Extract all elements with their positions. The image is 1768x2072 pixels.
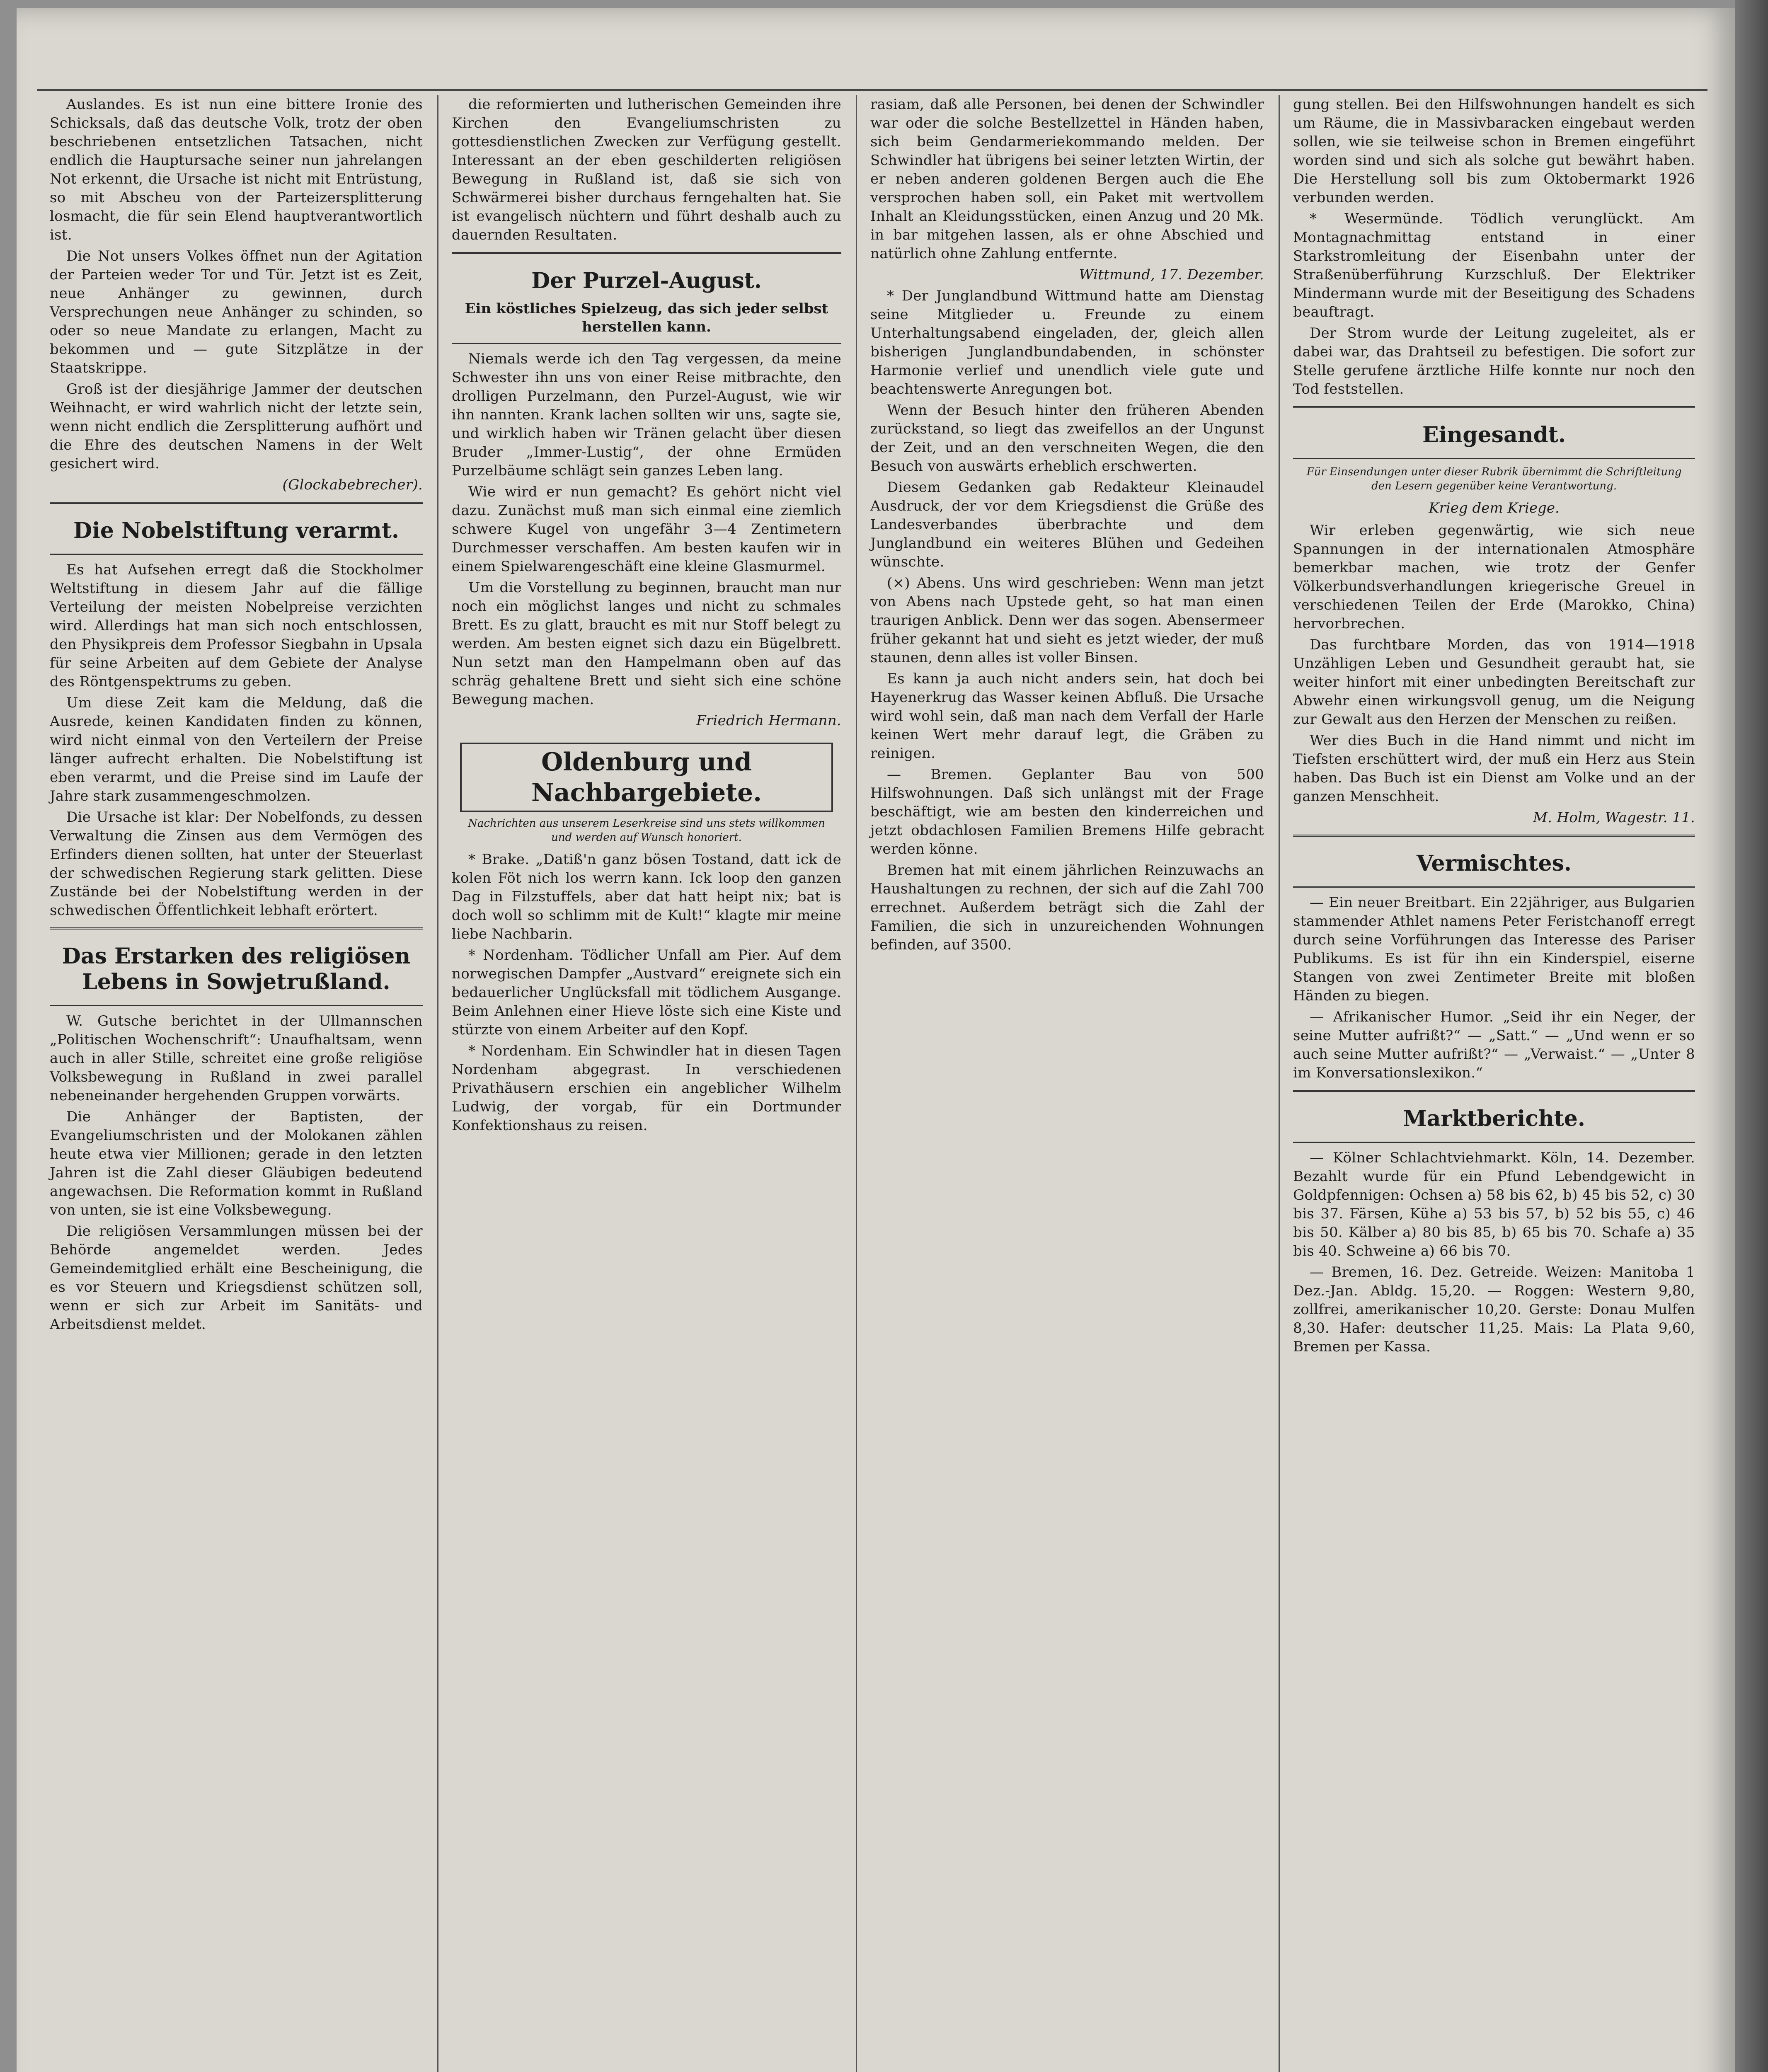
headline: Die Nobelstiftung verarmt. (73, 518, 399, 543)
body-paragraph: rasiam, daß alle Personen, bei denen der Schwindler war oder die solche Bestellzettel in Händen haben, sich beim Gendarmeriekommando melden. Der Schwindler hat übrigens bei seiner letzten Wirtin, der er neben anderen goldenen Bergen auch die Ehe versprochen haben soll, ein Paket mit wertvollem Inhalt an Kleidungsstücken, einen Anzug und 20 Mk. in bar mitgehen lassen, als er ohne Abschied und natürlich ohne Zahlung entfernte. (870, 96, 1264, 262)
body-paragraph: Die Not unsers Volkes öffnet nun der Agitation der Parteien weder Tor und Tür. Jetzt ist es Zeit, neue Anhänger zu gewinnen, durch Versprechungen neue Anhänger zu schinden, so oder so neue Mandate zu erlangen, Macht zu bekommen und — gute Sitzplätze in der Staatskrippe. (50, 248, 423, 376)
article-religion (50, 927, 423, 1006)
headline: Der Purzel-August. (531, 268, 762, 293)
body-paragraph: Die religiösen Versammlungen müssen bei der Behörde angemeldet werden. Jedes Gemeindemitglied erhält eine Bescheinigung, die es vor Steuern und Kriegsdienst schützen soll, wenn er sich zur Arbeit im Sanitäts- und Arbeitsdienst meldet. (50, 1223, 423, 1333)
body-paragraph: W. Gutsche berichtet in der Ullmannschen „Politischen Wochenschrift“: Unaufhaltsam, wenn auch in aller Stille, schreitet eine große religiöse Volksbewegung in Rußland in zwei parallel nebeneinander hergehenden Gruppen vorwärts. (50, 1013, 423, 1104)
column-2 (439, 95, 854, 2072)
section-eingesandt (1293, 406, 1695, 459)
body-paragraph: * Brake. „Datiß'n ganz bösen Tostand, datt ick de kolen Föt nich los werrn kann. Ick loop den ganzen Dag in Filzstuffels, aber dat hatt heipt nix; bat is doch woll so schlimm mit de Kult!“ klagte mir meine liebe Nachbarin. (452, 851, 841, 942)
body-paragraph: — Ein neuer Breitbart. Ein 22jähriger, aus Bulgarien stammender Athlet namens Peter Feristchanoff erregt durch seine Vorführungen das Interesse des Pariser Publikums. Es ist für ihn ein Kinderspiel, eiserne Stangen von zwei Zentimeter Breite mit bloßen Händen zu biegen. (1293, 894, 1695, 1004)
body-paragraph: Um diese Zeit kam die Meldung, daß die Ausrede, keinen Kandidaten finden zu können, wird nicht einmal von den Verteilern der Preise länger aufrecht erhalten. Die Nobelstiftung ist eben verarmt, und die Preise sind im Laufe der Jahre stark zusammengeschmolzen. (50, 695, 423, 804)
body-paragraph: * Der Junglandbund Wittmund hatte am Dienstag seine Mitglieder u. Freunde zu einem Unterhaltungsabend eingeladen, der, gleich allen bisherigen Junglandbundabenden, in schönster Harmonie verlief und unendlich viele gute und beachtenswerte Anregungen bot. (870, 288, 1264, 397)
section-title: Oldenburg und Nachbargebiete. (460, 743, 833, 812)
column-rule (856, 95, 857, 2072)
subheadline: Krieg dem Kriege. (1429, 500, 1560, 516)
column-1 (37, 95, 435, 2072)
body-paragraph: Niemals werde ich den Tag vergessen, da meine Schwester ihn uns von einer Reise mitbrachte, den drolligen Purzelmann, den Purzel-August, wie wir ihn nannten. Krank lachen sollten wir uns, sagte sie, und wirklich haben wir Tränen gelacht über diesen Bruder „Immer-Lustig“, der ohne Ermüden Purzelbäume schlägt sein ganzes Leben lang. (452, 351, 841, 479)
body-paragraph: gung stellen. Bei den Hilfswohnungen handelt es sich um Räume, die in Massivbaracken eingebaut werden sollen, wie sie teilweise schon in Bremen eingeführt worden sind und sich als solche gut bewährt haben. Die Herstellung soll bis zum Oktobermarkt 1926 verbunden werden. (1293, 96, 1695, 206)
body-paragraph: Die Ursache ist klar: Der Nobelfonds, zu dessen Verwaltung die Zinsen aus dem Vermögen des Erfinders dienen sollten, hat unter der Steuerlast der schwedischen Regierung stark gelitten. Diese Zustände bei der Nobelstiftung werden in der schwedischen Öffentlichkeit lebhaft erörtert. (50, 809, 423, 919)
top-rule (37, 89, 1707, 91)
section-title: Vermischtes. (1416, 851, 1572, 876)
column-3 (858, 95, 1276, 2072)
headline: Das Erstarken des religiösen Lebens in Sowjetrußland. (62, 944, 411, 995)
dateline: Wittmund, 17. Dezember. (1079, 266, 1264, 283)
section-vermischtes (1293, 835, 1695, 888)
body-paragraph: * Nordenham. Ein Schwindler hat in diesen Tagen Nordenham abgegrast. In verschiedenen Privathäusern erschien ein angeblicher Wilhelm Ludwig, der vorgab, für ein Dortmunder Konfektionshaus zu reisen. (452, 1043, 841, 1134)
body-paragraph: Der Strom wurde der Leitung zugeleitet, als er dabei war, das Drahtseil zu befestigen. Die sofort zur Stelle gerufene ärztliche Hilfe konnte nur noch den Tod feststellen. (1293, 325, 1695, 397)
body-paragraph: Wenn der Besuch hinter den früheren Abenden zurückstand, so liegt das zweifellos an der Ungunst der Zeit, und an den verschneiten Wegen, die den Besuch von auswärts erheblich erschwerten. (870, 402, 1264, 474)
body-paragraph: Es hat Aufsehen erregt daß die Stockholmer Weltstiftung in diesem Jahr auf die fällige Verteilung der meisten Nobelpreise verzichten wird. Allerdings hat man sich noch entschlossen, den Physikpreis dem Professor Siegbahn in Upsala für seine Arbeiten auf dem Gebiete der Analyse des Röntgenspektrums zu geben. (50, 562, 423, 690)
body-paragraph: Wer dies Buch in die Hand nimmt und nicht im Tiefsten erschüttert wird, der muß ein Herz aus Stein haben. Das Buch ist ein Dienst am Volke und an der ganzen Menschheit. (1293, 732, 1695, 805)
body-paragraph: — Bremen. Geplanter Bau von 500 Hilfswohnungen. Daß sich unlängst mit der Frage beschäftigt, wie am besten den kinderreichen und jetzt obdachlosen Familien Bremens Hilfe gebracht werden könne. (870, 766, 1264, 857)
section-marktberichte (1293, 1090, 1695, 1143)
newspaper-page (17, 8, 1737, 2072)
section-title: Marktberichte. (1403, 1106, 1585, 1131)
body-paragraph: — Bremen, 16. Dez. Getreide. Weizen: Manitoba 1 Dez.-Jan. Abldg. 15,20. — Roggen: Western 9,80, zollfrei, amerikanischer 10,20. Gerste: Donau Mulfen 8,30. Hafer: deutscher 11,25. Mais: La Plata 9,60, Bremen per Kassa. (1293, 1264, 1695, 1355)
signature: (Glockabebrecher). (282, 477, 423, 493)
body-paragraph: Diesem Gedanken gab Redakteur Kleinaudel Ausdruck, der vor dem Kriegsdienst die Grüße des Landesverbandes überbrachte und dem Junglandbund ein weiteres Blühen und Gedeihen wünschte. (870, 479, 1264, 570)
signature: Friedrich Hermann. (696, 712, 841, 729)
column-rule (437, 95, 438, 2072)
section-oldenburg (452, 743, 841, 845)
body-paragraph: Groß ist der diesjährige Jammer der deutschen Weihnacht, er wird wahrlich nicht der letzte sein, wenn nicht endlich die Zersplitterung aufhört und die Ehre des deutschen Namens in der Welt gesichert wird. (50, 381, 423, 472)
column-4 (1281, 95, 1707, 2072)
signature: M. Holm, Wagestr. 11. (1533, 809, 1695, 826)
page-edge-shadow (1735, 0, 1768, 2072)
section-note: Nachrichten aus unserem Leserkreise sind uns stets willkommen und werden auf Wunsch honoriert. (468, 817, 825, 844)
article-purzel (452, 252, 841, 344)
body-paragraph: Auslandes. Es ist nun eine bittere Ironie des Schicksals, daß das deutsche Volk, trotz der oben beschriebenen entsetzlichen Tatsachen, nicht endlich die Hauptursache seiner nun jahrelangen Not erkennt, die Ursache ist nicht mit Entrüstung, so mit Abscheu von der Parteizersplitterung losmacht, die für sein Elend hauptverantwortlich ist. (50, 96, 423, 243)
body-paragraph: Es kann ja auch nicht anders sein, hat doch bei Hayenerkrug das Wasser keinen Abfluß. Die Ursache wird wohl sein, daß man nach dem Verfall der Harle keinen Wert mehr darauf legt, die Gräben zu reinigen. (870, 670, 1264, 762)
subheadline: Ein köstliches Spielzeug, das sich jeder selbst herstellen kann. (465, 300, 828, 335)
body-paragraph: — Afrikanischer Humor. „Seid ihr ein Neger, der seine Mutter aufrißt?“ — „Satt.“ — „Und wenn er so auch seine Mutter aufrißt?“ — „Verwaist.“ — „Unter 8 im Konversationslexikon.“ (1293, 1009, 1695, 1081)
body-paragraph: Um die Vorstellung zu beginnen, braucht man nur noch ein möglichst langes und nicht zu schmales Brett. Es zu glatt, braucht es mit nur Stoff belegt zu werden. Am besten eignet sich dazu ein Bügelbrett. Nun setzt man den Hampelmann oben auf das schräg gehaltene Brett und sieht sich eine schöne Bewegung machen. (452, 579, 841, 708)
body-paragraph: Wir erleben gegenwärtig, wie sich neue Spannungen in der internationalen Atmosphäre bemerkbar machen, wie trotz der Genfer Völkerbundsverhandlungen kriegerische Greuel in verschiedenen Teilen der Erde (Marokko, China) hervorbrechen. (1293, 522, 1695, 632)
section-note: Für Einsendungen unter dieser Rubrik übernimmt die Schriftleitung den Lesern gegenüber keine Verantwortung. (1306, 466, 1682, 492)
body-paragraph: — Kölner Schlachtviehmarkt. Köln, 14. Dezember. Bezahlt wurde für ein Pfund Lebendgewicht in Goldpfennigen: Ochsen a) 58 bis 62, b) 45 bis 52, c) 30 bis 37. Färsen, Kühe a) 53 bis 57, b) 52 bis 55, c) 46 bis 50. Kälber a) 80 bis 85, b) 65 bis 70. Schafe a) 35 bis 40. Schweine a) 66 bis 70. (1293, 1150, 1695, 1259)
section-title: Eingesandt. (1422, 422, 1566, 448)
body-paragraph: * Wesermünde. Tödlich verunglückt. Am Montagnachmittag entstand in einer Starkstromleitung der Eisenbahn unter der Straßenüberführung Kurzschluß. Der Elektriker Mindermann wurde mit der Beseitigung des Schadens beauftragt. (1293, 211, 1695, 320)
body-paragraph: * Nordenham. Tödlicher Unfall am Pier. Auf dem norwegischen Dampfer „Austvard“ ereignete sich ein bedauerlicher Unglücksfall mit tödlichem Ausgange. Beim Anlehnen einer Hieve löste sich eine Kiste und stürzte von einem Arbeiter auf den Kopf. (452, 947, 841, 1038)
body-paragraph: Die Anhänger der Baptisten, der Evangeliumschristen und der Molokanen zählen heute etwa vier Millionen; gerade in den letzten Jahren ist die Zahl dieser Gläubigen bedeutend angewachsen. Die Reformation kommt in Rußland von unten, sie ist eine Volksbewegung. (50, 1109, 423, 1218)
article-nobel (50, 502, 423, 555)
body-paragraph: Bremen hat mit einem jährlichen Reinzuwachs an Haushaltungen zu rechnen, der sich auf die Zahl 700 errechnet. Außerdem beträgt sich die Zahl der Familien, die sich in unzureichenden Wohnungen befinden, auf 3500. (870, 862, 1264, 953)
body-paragraph: Das furchtbare Morden, das von 1914—1918 Unzähligen Leben und Gesundheit geraubt hat, sie weiter hinfort mit einer unbedingten Bereitschaft zur Abwehr einen wirkungsvoll genug, um die Neigung zur Gewalt aus den Herzen der Menschen zu reißen. (1293, 637, 1695, 728)
body-paragraph: die reformierten und lutherischen Gemeinden ihre Kirchen den Evangeliumschristen zu gottesdienstlichen Zwecken zur Verfügung gestellt. Interessant an der eben geschilderten religiösen Bewegung in Rußland ist, daß sie sich von Schwärmerei bisher durchaus ferngehalten hat. Sie ist evangelisch nüchtern und führt deshalb auch zu dauernden Resultaten. (452, 96, 841, 243)
body-paragraph: (×) Abens. Uns wird geschrieben: Wenn man jetzt von Abens nach Upstede geht, so hat man einen traurigen Anblick. Denn wer das sogen. Abensermeer früher gekannt hat und sieht es jetzt wieder, der muß staunen, denn alles ist voller Binsen. (870, 575, 1264, 666)
body-paragraph: Wie wird er nun gemacht? Es gehört nicht viel dazu. Zunächst muß man sich einmal eine ziemlich schwere Kugel von ungefähr 3—4 Zentimetern Durchmesser verschaffen. Am besten kaufen wir in einem Spielwarengeschäft eine kleine Glasmurmel. (452, 484, 841, 575)
column-rule (1279, 95, 1280, 2072)
